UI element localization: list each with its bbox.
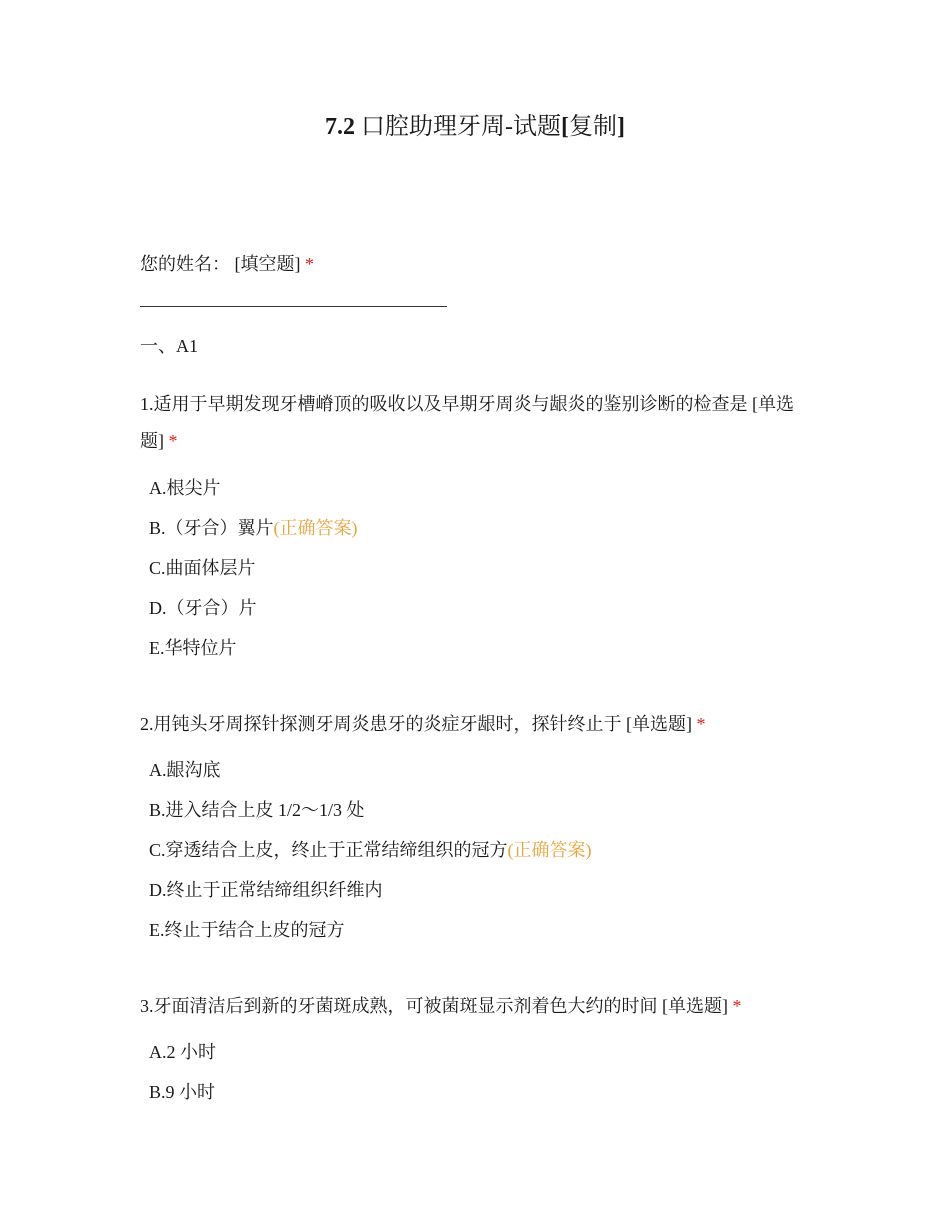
required-mark: * — [168, 431, 178, 451]
question-title-text: 1.适用于早期发现牙槽嵴顶的吸收以及早期牙周炎与龈炎的鉴别诊断的检查是 — [140, 394, 748, 414]
question-2-option-d[interactable] — [149, 878, 383, 902]
question-type: [单选题] — [626, 714, 692, 734]
required-mark: * — [305, 254, 314, 274]
option-text: D.终止于正常结缔组织纤维内 — [149, 880, 383, 900]
question-2-title — [140, 712, 706, 736]
name-question — [140, 252, 314, 276]
name-blank-line[interactable] — [140, 306, 447, 307]
question-1-option-e[interactable] — [149, 636, 237, 660]
option-text: E.终止于结合上皮的冠方 — [149, 920, 345, 940]
question-type: [单选题] — [140, 394, 794, 451]
question-1-option-b[interactable] — [149, 516, 358, 540]
title-number: 7.2 — [325, 114, 355, 140]
option-text: E.华特位片 — [149, 638, 237, 658]
question-2-option-c[interactable] — [149, 838, 592, 862]
question-3-title — [140, 994, 742, 1018]
option-text: C.穿透结合上皮，终止于正常结缔组织的冠方 — [149, 840, 508, 860]
title-bracket-close: ] — [617, 114, 625, 140]
option-text: D.（牙合）片 — [149, 598, 257, 618]
correct-answer-tag: (正确答案) — [507, 840, 592, 860]
option-text: A.2 小时 — [149, 1042, 216, 1062]
question-1-title — [140, 386, 810, 460]
option-text: B.进入结合上皮 1/2～1/3 处 — [149, 800, 365, 820]
required-mark: * — [732, 996, 742, 1016]
option-text: B.9 小时 — [149, 1082, 216, 1102]
question-1-option-a[interactable] — [149, 476, 221, 500]
question-1-option-d[interactable] — [149, 596, 257, 620]
option-text: A.龈沟底 — [149, 760, 221, 780]
question-2-option-e[interactable] — [149, 918, 345, 942]
question-type: [单选题] — [662, 996, 728, 1016]
question-title-text: 3.牙面清洁后到新的牙菌斑成熟，可被菌斑显示剂着色大约的时间 — [140, 996, 658, 1016]
option-text: A.根尖片 — [149, 478, 221, 498]
title-bracket-open: [ — [561, 114, 569, 140]
required-mark: * — [696, 714, 706, 734]
question-3-option-a[interactable] — [149, 1040, 216, 1064]
question-2-option-a[interactable] — [149, 758, 221, 782]
title-copy-tag: 复制 — [569, 114, 617, 140]
page-title — [0, 112, 950, 142]
question-title-text: 2.用钝头牙周探针探测牙周炎患牙的炎症牙龈时，探针终止于 — [140, 714, 622, 734]
question-2-option-b[interactable] — [149, 798, 365, 822]
title-text: 口腔助理牙周-试题 — [355, 114, 561, 140]
name-type: [填空题] — [234, 254, 301, 274]
question-3-option-b[interactable] — [149, 1080, 215, 1104]
name-label: 您的姓名： — [140, 254, 230, 274]
option-text: B.（牙合）翼片 — [149, 518, 274, 538]
section-heading: 一、A1 — [140, 336, 198, 356]
question-1-option-c[interactable] — [149, 556, 256, 580]
correct-answer-tag: (正确答案) — [273, 518, 358, 538]
option-text: C.曲面体层片 — [149, 558, 256, 578]
